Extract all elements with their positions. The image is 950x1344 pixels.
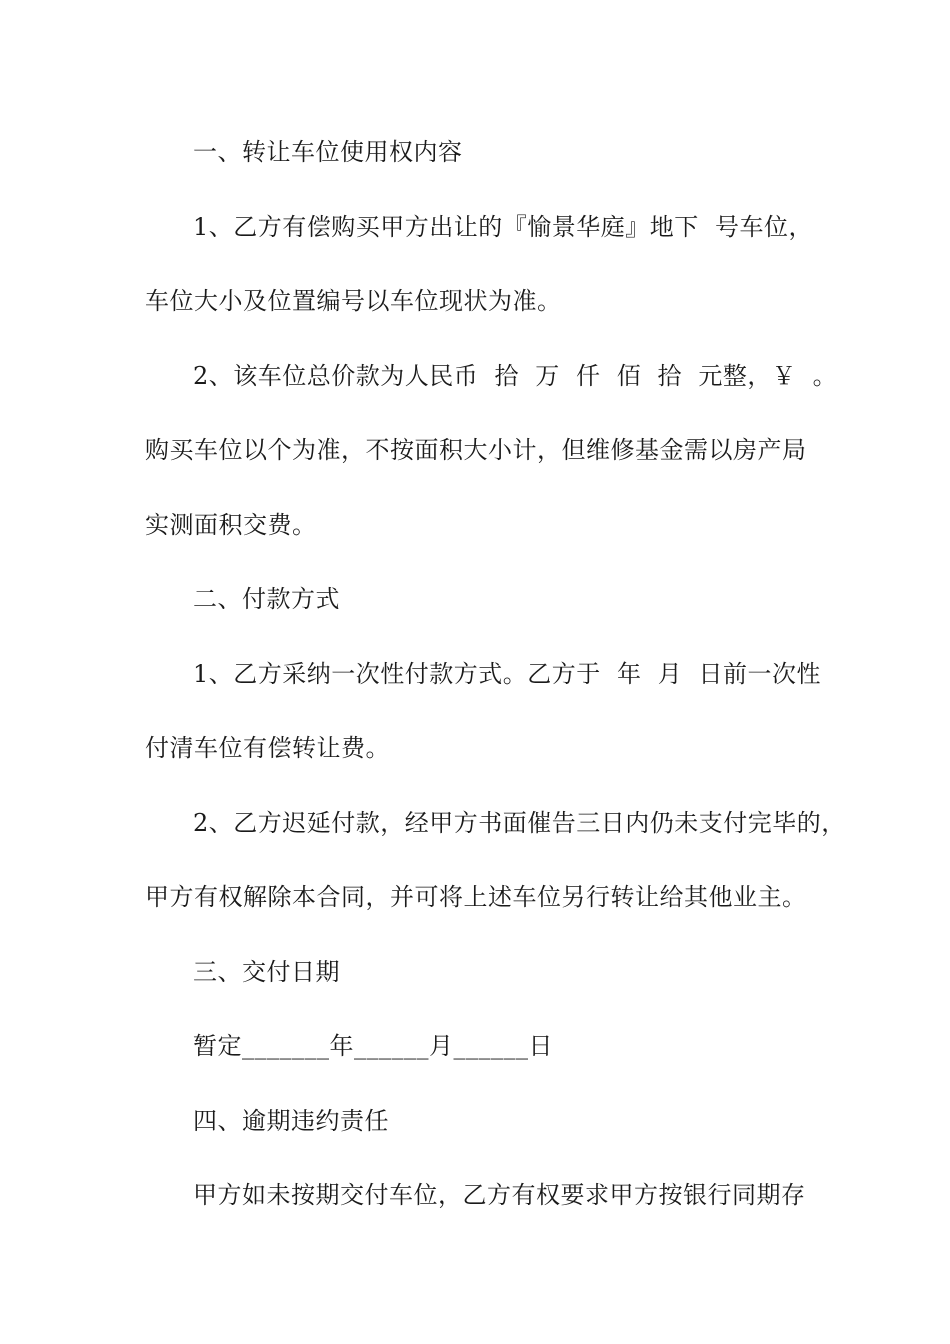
delivery-date-line: 暂定_______年______月______日	[193, 1032, 553, 1060]
paragraph-line: 付清车位有偿转让费。	[145, 734, 390, 762]
paragraph-line: 购买车位以个为准，不按面积大小计，但维修基金需以房产局	[145, 436, 807, 464]
paragraph-line: 2、该车位总价款为人民币 拾 万 仟 佰 拾 元整，￥ 。	[193, 362, 838, 390]
section-heading-transfer-content: 一、转让车位使用权内容	[193, 138, 463, 166]
paragraph-line: 1、乙方采纳一次性付款方式。乙方于 年 月 日前一次性	[193, 660, 822, 688]
paragraph-line: 车位大小及位置编号以车位现状为准。	[145, 287, 562, 315]
section-heading-payment-method: 二、付款方式	[193, 585, 340, 613]
paragraph-line: 甲方有权解除本合同，并可将上述车位另行转让给其他业主。	[145, 883, 807, 911]
section-heading-delivery-date: 三、交付日期	[193, 958, 340, 986]
section-heading-breach-liability: 四、逾期违约责任	[193, 1107, 389, 1135]
paragraph-line: 1、乙方有偿购买甲方出让的『愉景华庭』地下 号车位，	[193, 213, 814, 241]
paragraph-line: 甲方如未按期交付车位，乙方有权要求甲方按银行同期存	[193, 1181, 806, 1209]
paragraph-line: 2、乙方迟延付款，经甲方书面催告三日内仍未支付完毕的，	[193, 809, 846, 837]
paragraph-line: 实测面积交费。	[145, 511, 317, 539]
